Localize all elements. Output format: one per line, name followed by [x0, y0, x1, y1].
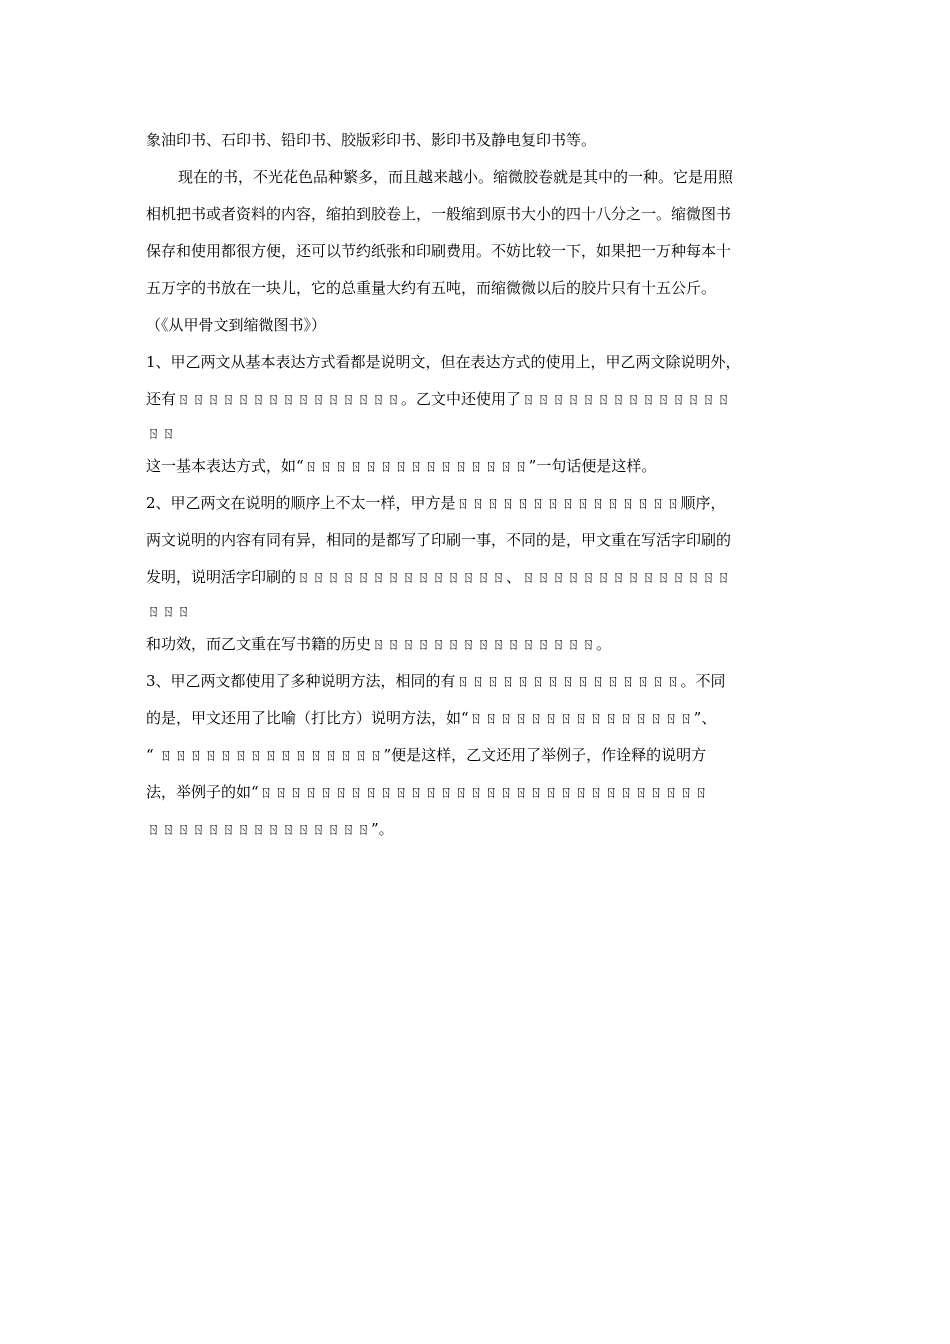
- question-1-line: 1、甲乙两文从基本表达方式看都是说明文，但在表达方式的使用上，甲乙两文除说明外，: [146, 353, 741, 371]
- question-2-line: 两文说明的内容有同有异，相同的是都写了印刷一事，不同的是，甲文重在写活字印刷的: [146, 531, 732, 549]
- question-1-line: 还有ㄖㄖㄖㄖㄖㄖㄖㄖㄖㄖㄖㄖㄖㄖㄖ。乙文中还使用了ㄖㄖㄖㄖㄖㄖㄖㄖㄖㄖㄖㄖㄖㄖ: [146, 390, 732, 408]
- question-2-line: ㄖㄖㄖ: [146, 602, 192, 620]
- question-2-line: 发明，说明活字印刷的ㄖㄖㄖㄖㄖㄖㄖㄖㄖㄖㄖㄖㄖㄖ、ㄖㄖㄖㄖㄖㄖㄖㄖㄖㄖㄖㄖㄖㄖ: [146, 568, 732, 586]
- question-3-line: 法，举例子的如“ㄖㄖㄖㄖㄖㄖㄖㄖㄖㄖㄖㄖㄖㄖㄖㄖㄖㄖㄖㄖㄖㄖㄖㄖㄖㄖㄖㄖㄖㄖ: [146, 783, 709, 801]
- passage-line: 保存和使用都很方便，还可以节约纸张和印刷费用。不妨比较一下，如果把一万种每本十: [146, 242, 732, 260]
- passage-line: 现在的书，不光花色品种繁多，而且越来越小。缩微胶卷就是其中的一种。它是用照: [178, 168, 734, 186]
- question-3-line: “ ㄖㄖㄖㄖㄖㄖㄖㄖㄖㄖㄖㄖㄖㄖㄖ”便是这样，乙文还用了举例子，作诠释的说明方: [146, 746, 707, 764]
- passage-line: 五万字的书放在一块儿，它的总重量大约有五吨，而缩微微以后的胶片只有十五公斤。: [146, 279, 717, 297]
- question-2-line: 和功效，而乙文重在写书籍的历史ㄖㄖㄖㄖㄖㄖㄖㄖㄖㄖㄖㄖㄖㄖㄖ。: [146, 635, 612, 653]
- question-3-line: 的是，甲文还用了比喻（打比方）说明方法，如“ㄖㄖㄖㄖㄖㄖㄖㄖㄖㄖㄖㄖㄖㄖㄖ”、: [146, 709, 717, 727]
- document-body: [146, 122, 811, 848]
- passage-line: 相机把书或者资料的内容，缩拍到胶卷上，一般缩到原书大小的四十八分之一。缩微图书: [146, 205, 732, 223]
- passage-line: 象油印书、石印书、铅印书、胶版彩印书、影印书及静电复印书等。: [146, 131, 597, 149]
- question-1-line: 这一基本表达方式，如“ㄖㄖㄖㄖㄖㄖㄖㄖㄖㄖㄖㄖㄖㄖㄖ”一句话便是这样。: [146, 457, 657, 475]
- question-2-line: 2、甲乙两文在说明的顺序上不太一样，甲方是ㄖㄖㄖㄖㄖㄖㄖㄖㄖㄖㄖㄖㄖㄖㄖ顺序，: [146, 494, 726, 512]
- passage-source: （《从甲骨文到缩微图书》）: [146, 316, 327, 334]
- question-3-line: ㄖㄖㄖㄖㄖㄖㄖㄖㄖㄖㄖㄖㄖㄖㄖ”。: [146, 820, 394, 838]
- question-1-line: ㄖㄖ: [146, 424, 177, 442]
- question-3-line: 3、甲乙两文都使用了多种说明方法，相同的有ㄖㄖㄖㄖㄖㄖㄖㄖㄖㄖㄖㄖㄖㄖㄖ。不同: [146, 672, 726, 690]
